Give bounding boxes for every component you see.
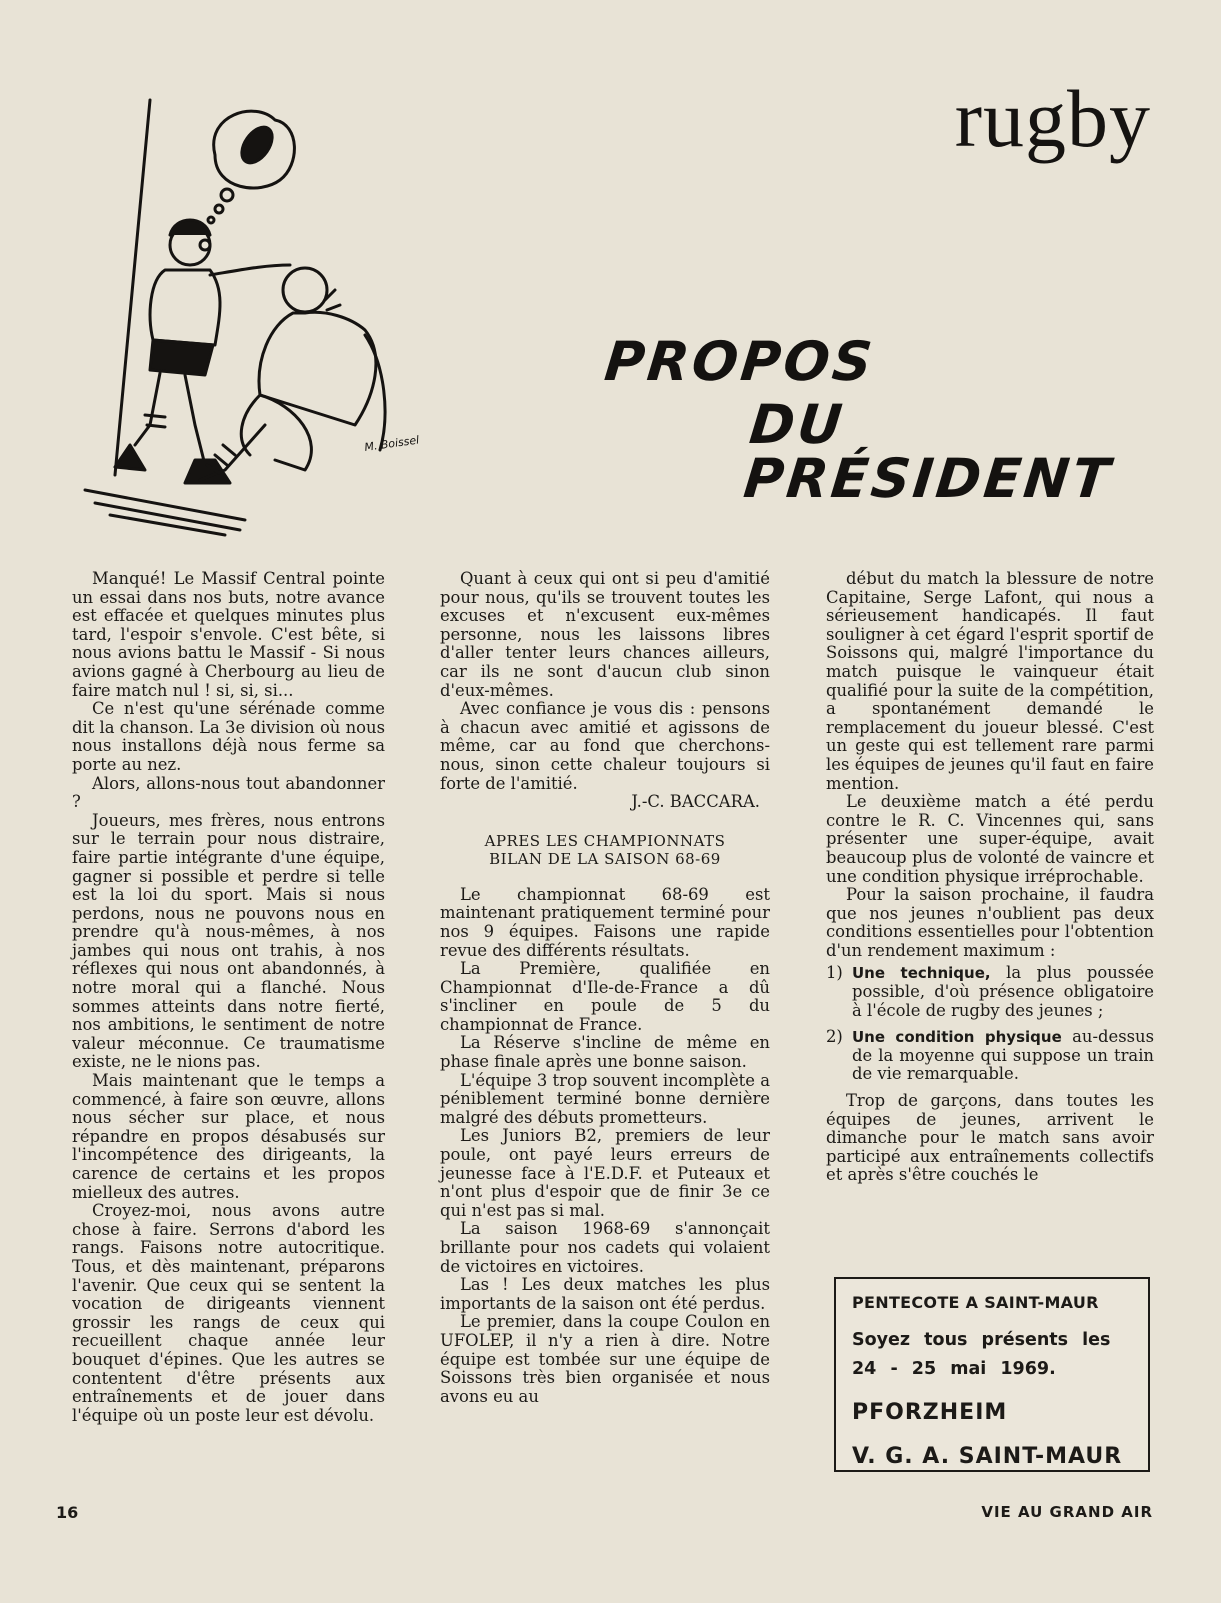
list-item xyxy=(826,964,1154,1020)
author-signature: J.-C. BACCARA. xyxy=(631,792,760,812)
box-date: 24 - 25 mai 1969. xyxy=(852,1359,1056,1379)
list-rest: au-dessus de la moyenne qui suppose un train de vie remarquable. xyxy=(852,1027,1154,1084)
paragraph: L'équipe 3 trop souvent incomplète a péniblement terminé bonne dernière malgré des débuts prometteurs. xyxy=(440,1070,770,1127)
box-line: Soyez tous présents les xyxy=(852,1330,1111,1350)
column-1 xyxy=(72,570,385,1425)
paragraph: Avec confiance je vous dis : pensons à chacun avec amitié et agissons de même, car au fond que cherchons-nous, sinon cette chaleur toujours si forte de l'amitié. xyxy=(440,699,770,793)
subheading-line-1: APRES LES CHAMPIONNATS xyxy=(484,831,726,850)
headline-line-1: PROPOS xyxy=(601,330,878,393)
announcement-box xyxy=(834,1277,1150,1472)
column-3 xyxy=(826,570,1154,1185)
paragraph: Las ! Les deux matches les plus importants de la saison ont été perdus. xyxy=(440,1275,770,1313)
paragraph: Le deuxième match a été perdu contre le R. C. Vincennes qui, sans présenter une super-équipe, avait beaucoup plus de volonté de vaincre et une condition physique irréprochable. xyxy=(826,792,1154,886)
box-team-1: PFORZHEIM xyxy=(852,1400,1008,1425)
paragraph: La Réserve s'incline de même en phase finale après une bonne saison. xyxy=(440,1033,770,1072)
paragraph: Manqué! Le Massif Central pointe un essai dans nos buts, notre avance est effacée et quelques minutes plus tard, l'espoir s'envole. C'est bête, si nous avions battu le Massif - Si nous avions gagné à Cherbourg au lieu de faire match nul ! si, si, si... xyxy=(72,569,385,700)
rugby-cartoon-illustration xyxy=(55,95,455,545)
paragraph: Trop de garçons, dans toutes les équipes de jeunes, arrivent le dimanche pour le match sans avoir participé aux entraînements collectifs et après s'être couchés le xyxy=(826,1091,1154,1185)
paragraph: Le premier, dans la coupe Coulon en UFOLEP, il n'y a rien à dire. Notre équipe est tombée sur une équipe de Soissons très bien organisée et nous avons eu au xyxy=(440,1312,770,1406)
magazine-name: VIE AU GRAND AIR xyxy=(981,1503,1153,1521)
paragraph: Ce n'est qu'une sérénade comme dit la chanson. La 3e division où nous nous installons déjà nous ferme sa porte au nez. xyxy=(72,699,385,774)
list-text xyxy=(852,964,1154,1020)
list-rest: la plus poussée possible, d'où présence obligatoire à l'école de rugby des jeunes ; xyxy=(852,963,1154,1020)
paragraph: début du match la blessure de notre Capitaine, Serge Lafont, qui nous a sérieusement handicapés. Il faut souligner à cet égard l'esprit sportif de Soissons qui, malgré l'importance du match puisque le vainqueur était qualifié pour la suite de la compétition, a spontanément demandé le remplacement du joueur blessé. C'est un geste qui est tellement rare parmi les équipes de jeunes qu'il faut en faire mention. xyxy=(826,569,1154,793)
list-text xyxy=(852,1028,1154,1084)
sitting-player xyxy=(200,268,385,480)
thought-bubble xyxy=(208,111,294,223)
list-bold: Une condition physique xyxy=(852,1028,1062,1047)
paragraph: La saison 1968-69 s'annonçait brillante pour nos cadets qui volaient de victoires en victoires. xyxy=(440,1219,770,1276)
illustration-signature: M. Boissel xyxy=(363,433,420,454)
paragraph: Alors, allons-nous tout abandonner ? xyxy=(72,773,385,812)
paragraph: Pour la saison prochaine, il faudra que nos jeunes n'oublient pas deux conditions essentielles pour l'obtention d'un rendement maximum : xyxy=(826,885,1154,960)
paragraph: Mais maintenant que le temps a commencé, à faire son œuvre, allons nous sécher sur place, et nous répandre en propos désabusés sur l'incompétence des dirigeants, la carence de certains et les propos mielleux des autres. xyxy=(72,1071,385,1202)
paragraph: La Première, qualifiée en Championnat d'Ile-de-France a dû s'incliner en poule de 5 du championnat de France. xyxy=(440,959,770,1034)
box-team-2: V. G. A. SAINT-MAUR xyxy=(852,1444,1123,1469)
paragraph: Le championnat 68-69 est maintenant pratiquement terminé pour nos 9 équipes. Faisons une rapide revue des différents résultats. xyxy=(440,884,770,960)
paragraph: Les Juniors B2, premiers de leur poule, ont payé leurs erreurs de jeunesse face à l'E.D.F. et Puteaux et n'ont plus d'espoir que de finir 3e ce qui n'est pas si mal. xyxy=(440,1126,770,1220)
list-number: 2) xyxy=(826,1027,843,1047)
goal-post xyxy=(115,100,150,475)
conditions-list xyxy=(826,964,1154,1084)
headline-line-2: DU PRÉSIDENT xyxy=(740,393,1116,510)
paragraph: Croyez-moi, nous avons autre chose à faire. Serrons d'abord les rangs. Faisons notre autocritique. Tous, et dès maintenant, préparons l'avenir. Que ceux qui se sentent la vocation de dirigeants viennent grossir les rangs de ceux qui recueillent chaque année leur bouquet d'épines. Que les autres se contentent d'être présents aux entraînements et de jouer dans l'équipe où un poste leur est dévolu. xyxy=(72,1201,385,1425)
list-bold: Une technique, xyxy=(852,964,991,983)
subheading-line-2: BILAN DE LA SAISON 68-69 xyxy=(489,849,721,868)
page-number: 16 xyxy=(56,1503,79,1522)
column-2 xyxy=(440,570,770,1406)
list-item xyxy=(826,1028,1154,1084)
box-title: PENTECOTE A SAINT-MAUR xyxy=(852,1293,1099,1312)
paragraph: Quant à ceux qui ont si peu d'amitié pour nous, qu'ils se trouvent toutes les excuses et n'excusent eux-mêmes personne, nous les laissons libres d'aller tenter leurs chances ailleurs, car ils ne sont d'aucun club sinon d'eux-mêmes. xyxy=(440,569,770,700)
paragraph: Joueurs, mes frères, nous entrons sur le terrain pour nous distraire, faire partie intégrante d'une équipe, gagner si possible et perdre si telle est la loi du sport. Mais si nous perdons, nous ne pouvons nous en prendre qu'à nous-mêmes, à nos jambes qui nous ont trahis, à nos réflexes qui nous ont abandonnés, à notre moral qui a flanché. Nous sommes atteints dans notre fierté, nos ambitions, le sentiment de notre valeur méconnue. Ce traumatisme existe, ne le nions pas. xyxy=(72,810,385,1072)
subheading xyxy=(440,832,770,868)
section-title: rugby xyxy=(954,73,1151,164)
list-number: 1) xyxy=(826,963,843,983)
